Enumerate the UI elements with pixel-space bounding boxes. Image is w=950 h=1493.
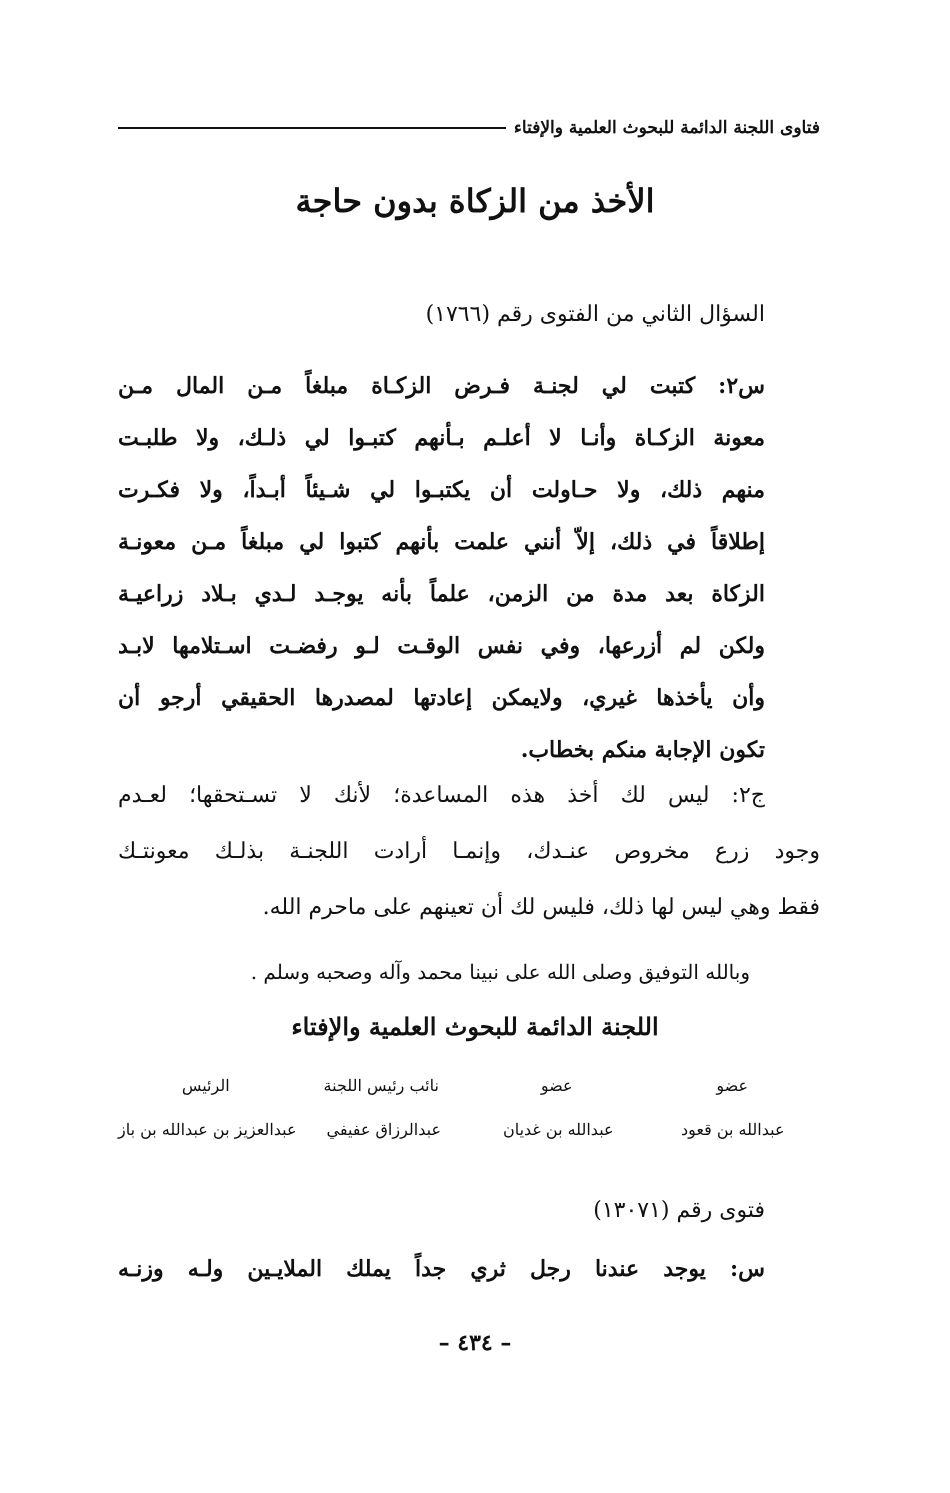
committee-name: اللجنة الدائمة للبحوث العلمية والإفتاء [291,1012,659,1041]
fatwa-reference: فتوى رقم (١٣٠٧١) [593,1198,765,1223]
running-header [118,118,820,138]
question-line: الزكاة بعد مدة من الزمن، علماً بأنه يوجـد لـدي بـلاد زراعيـة [118,581,765,607]
signature-role: الرئيس [181,1076,230,1095]
page-number: – ٤٣٤ – [438,1330,512,1356]
next-question: س: يوجد عندنا رجل ثري جداً يملك الملايـين ولـه وزنـه [118,1256,765,1282]
question-line: إطلاقاً في ذلك، إلاّ أنني علمت بأنهم كتبوا لي مبلغاً مـن معونـة [118,529,765,555]
question-line: س٢: كتبت لي لجنـة فـرض الزكـاة مبلغاً مـن المال مـن [118,373,765,399]
question-paragraph [118,360,765,776]
signature-names [118,1120,820,1139]
running-title: فتاوى اللجنة الدائمة للبحوث العلمية والإفتاء [513,118,820,138]
signature-role: نائب رئيس اللجنة [323,1076,439,1095]
signature-roles [118,1076,820,1095]
question-reference: السؤال الثاني من الفتوى رقم (١٧٦٦) [425,302,765,327]
answer-paragraph [118,768,820,936]
signature-name: عبدالرزاق عفيفي [326,1120,442,1139]
answer-line: ج٢: ليس لك أخذ هذه المساعدة؛ لأنك لا تسـتحقها؛ لعـدم [118,783,765,808]
signature-name: عبدالله بن قعود [680,1120,785,1139]
signature-name: عبدالعزيز بن عبدالله بن باز [117,1120,297,1139]
answer-line: فقط وهي ليس لها ذلك، فليس لك أن تعينهم على ماحرم الله. [262,895,820,920]
question-line: ولكن لم أزرعها، وفي نفس الوقـت لـو رفضـت اسـتلامها لابـد [118,633,765,659]
signature-name: عبدالله بن غديان [502,1120,614,1139]
signature-role: عضو [540,1076,573,1095]
answer-line: وجود زرع مخروص عنـدك، وإنمـا أرادت اللجنـة بذلـك معونتـك [118,839,820,864]
page-title: الأخذ من الزكاة بدون حاجة [295,182,655,220]
question-line: وأن يأخذها غيري، ولايمكن إعادتها لمصدرها الحقيقي أرجو أن [118,685,765,711]
question-line: منهم ذلك، ولا حـاولت أن يكتبـوا لي شـيئاً أبـداً، ولا فكـرت [118,477,765,503]
question-line: معونة الزكـاة وأنـا لا أعلـم بـأنهم كتبـوا لي ذلـك، ولا طلبـت [118,425,765,451]
signature-role: عضو [716,1076,749,1095]
question-line: تكون الإجابة منكم بخطاب. [520,737,765,763]
header-rule [118,127,506,129]
closing-line: وبالله التوفيق وصلى الله على نبينا محمد وآله وصحبه وسلم . [250,960,750,984]
